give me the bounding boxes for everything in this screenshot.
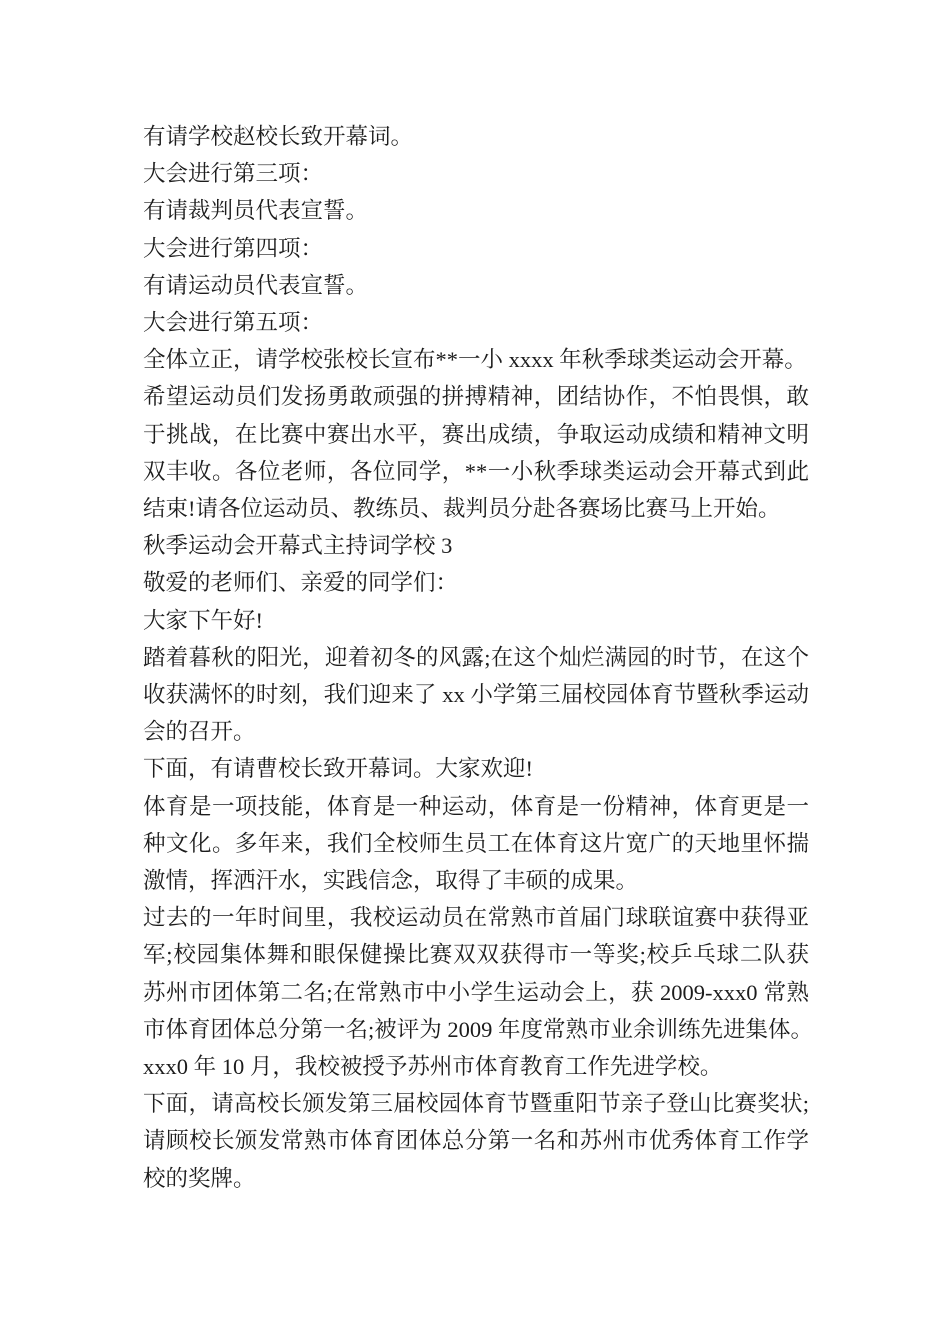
text-line: 下面，有请曹校长致开幕词。大家欢迎! [143,756,533,782]
text-line: 请顾校长颁发常熟市体育团体总分第一名和苏州市优秀体育工作学 [143,1128,809,1154]
text-line: 踏着暮秋的阳光，迎着初冬的风露;在这个灿烂满园的时节，在这个 [143,644,809,670]
text-line: 收获满怀的时刻，我们迎来了 xx 小学第三届校园体育节暨秋季运动 [143,682,809,708]
text-line: 过去的一年时间里，我校运动员在常熟市首届门球联谊赛中获得亚 [143,905,809,931]
text-line: 双丰收。各位老师，各位同学，**一小秋季球类运动会开幕式到此 [143,458,809,484]
text-line: 大会进行第三项： [143,161,324,187]
text-line: 有请学校赵校长致开幕词。 [143,124,414,149]
text-line: 会的召开。 [143,719,256,745]
text-line: 大会进行第四项： [143,235,324,261]
text-line: 秋季运动会开幕式主持词学校 3 [143,533,453,559]
text-line: 大家下午好! [143,607,263,633]
text-line: 大会进行第五项： [143,310,324,336]
text-line: 全体立正，请学校张校长宣布**一小 xxxx 年秋季球类运动会开幕。 [143,347,807,373]
text-line: 敬爱的老师们、亲爱的同学们： [143,570,459,596]
text-line: 市体育团体总分第一名;被评为 2009 年度常熟市业余训练先进集体。 [143,1016,814,1042]
text-line: 有请运动员代表宣誓。 [143,272,369,298]
text-line: 希望运动员们发扬勇敢顽强的拼搏精神，团结协作，不怕畏惧，敢 [143,384,809,410]
text-line: 下面，请高校长颁发第三届校园体育节暨重阳节亲子登山比赛奖状; [143,1091,809,1117]
text-line: xxx0 年 10 月，我校被授予苏州市体育教育工作先进学校。 [143,1054,723,1080]
text-line: 体育是一项技能，体育是一种运动，体育是一份精神，体育更是一 [143,793,809,819]
text-line: 于挑战，在比赛中赛出水平，赛出成绩，争取运动成绩和精神文明 [143,421,809,447]
text-line: 有请裁判员代表宣誓。 [143,198,369,224]
text-line: 激情，挥洒汗水，实践信念，取得了丰硕的成果。 [143,868,639,894]
document-text-block [143,118,814,1197]
text-line: 结束!请各位运动员、教练员、裁判员分赴各赛场比赛马上开始。 [143,496,781,522]
text-line: 军;校园集体舞和眼保健操比赛双双获得市一等奖;校乒乓球二队获 [143,942,809,968]
text-line: 校的奖牌。 [143,1165,256,1191]
text-line: 苏州市团体第二名;在常熟市中小学生运动会上，获 2009-xxx0 常熟 [143,979,809,1005]
text-line: 种文化。多年来，我们全校师生员工在体育这片宽广的天地里怀揣 [143,830,809,856]
